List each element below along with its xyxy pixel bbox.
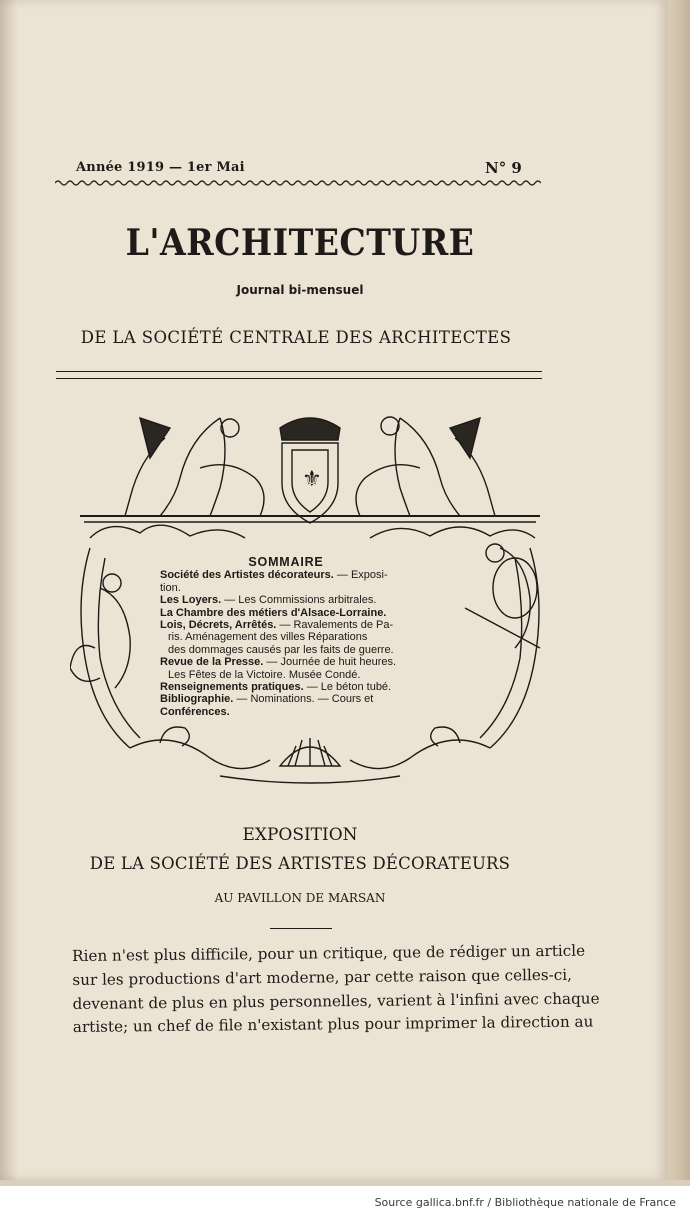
page-bottom-edge: [0, 1180, 690, 1186]
issue-date: Année 1919 — 1er Mai: [76, 160, 245, 175]
issue-number: N° 9: [485, 159, 522, 177]
sommaire-entry: ris. Aménagement des villes Réparations: [168, 631, 368, 644]
article-title-line1: EXPOSITION: [242, 825, 358, 845]
sommaire-entry: tion.: [160, 581, 181, 594]
journal-title: L'ARCHITECTURE: [125, 222, 475, 264]
short-rule: [270, 928, 332, 929]
article-line: devenant de plus en plus personnelles, varient à l'infini avec chaque: [72, 989, 600, 1013]
svg-text:⚜: ⚜: [302, 467, 322, 492]
article-line: sur les productions d'art moderne, par cette raison que celles-ci,: [72, 965, 573, 989]
article-title-line2: DE LA SOCIÉTÉ DES ARTISTES DÉCORATEURS: [89, 854, 511, 873]
article-body: [72, 940, 600, 1040]
sommaire-entry: Les Fêtes de la Victoire. Musée Condé.: [168, 668, 361, 681]
sommaire-entry: Lois, Décrets, Arrêtés. — Ravalements de Pa-: [160, 619, 394, 632]
sommaire-entry: Revue de la Presse. — Journée de huit heures.: [160, 656, 397, 669]
sommaire-entry: des dommages causés par les faits de guerre.: [168, 643, 394, 656]
source-credit: Source gallica.bnf.fr / Bibliothèque nationale de France: [374, 1196, 676, 1209]
wavy-rule: [55, 178, 541, 188]
sommaire-entry: Conférences.: [160, 705, 230, 718]
sommaire-entry: Renseignements pratiques. — Le béton tubé.: [160, 681, 392, 694]
sommaire-entry: Société des Artistes décorateurs. — Exposi-: [160, 569, 388, 582]
journal-subtitle: Journal bi-mensuel: [236, 283, 364, 297]
sommaire-entry: Bibliographie. — Nominations. — Cours et: [160, 693, 374, 706]
page-edge: [668, 0, 690, 1180]
article-line: artiste; un chef de file n'existant plus pour imprimer la direction au: [72, 1012, 594, 1037]
article-title-line3: AU PAVILLON DE MARSAN: [214, 891, 386, 905]
double-rule: [56, 371, 542, 379]
sommaire-entry: La Chambre des métiers d'Alsace-Lorraine.: [160, 606, 387, 619]
sommaire-entry: Les Loyers. — Les Commissions arbitrales.: [160, 594, 377, 607]
sommaire-heading: SOMMAIRE: [248, 555, 324, 569]
article-line: Rien n'est plus difficile, pour un critique, que de rédiger un article: [72, 941, 586, 965]
society-name: DE LA SOCIÉTÉ CENTRALE DES ARCHITECTES: [80, 328, 512, 347]
sommaire-box: [160, 556, 460, 718]
